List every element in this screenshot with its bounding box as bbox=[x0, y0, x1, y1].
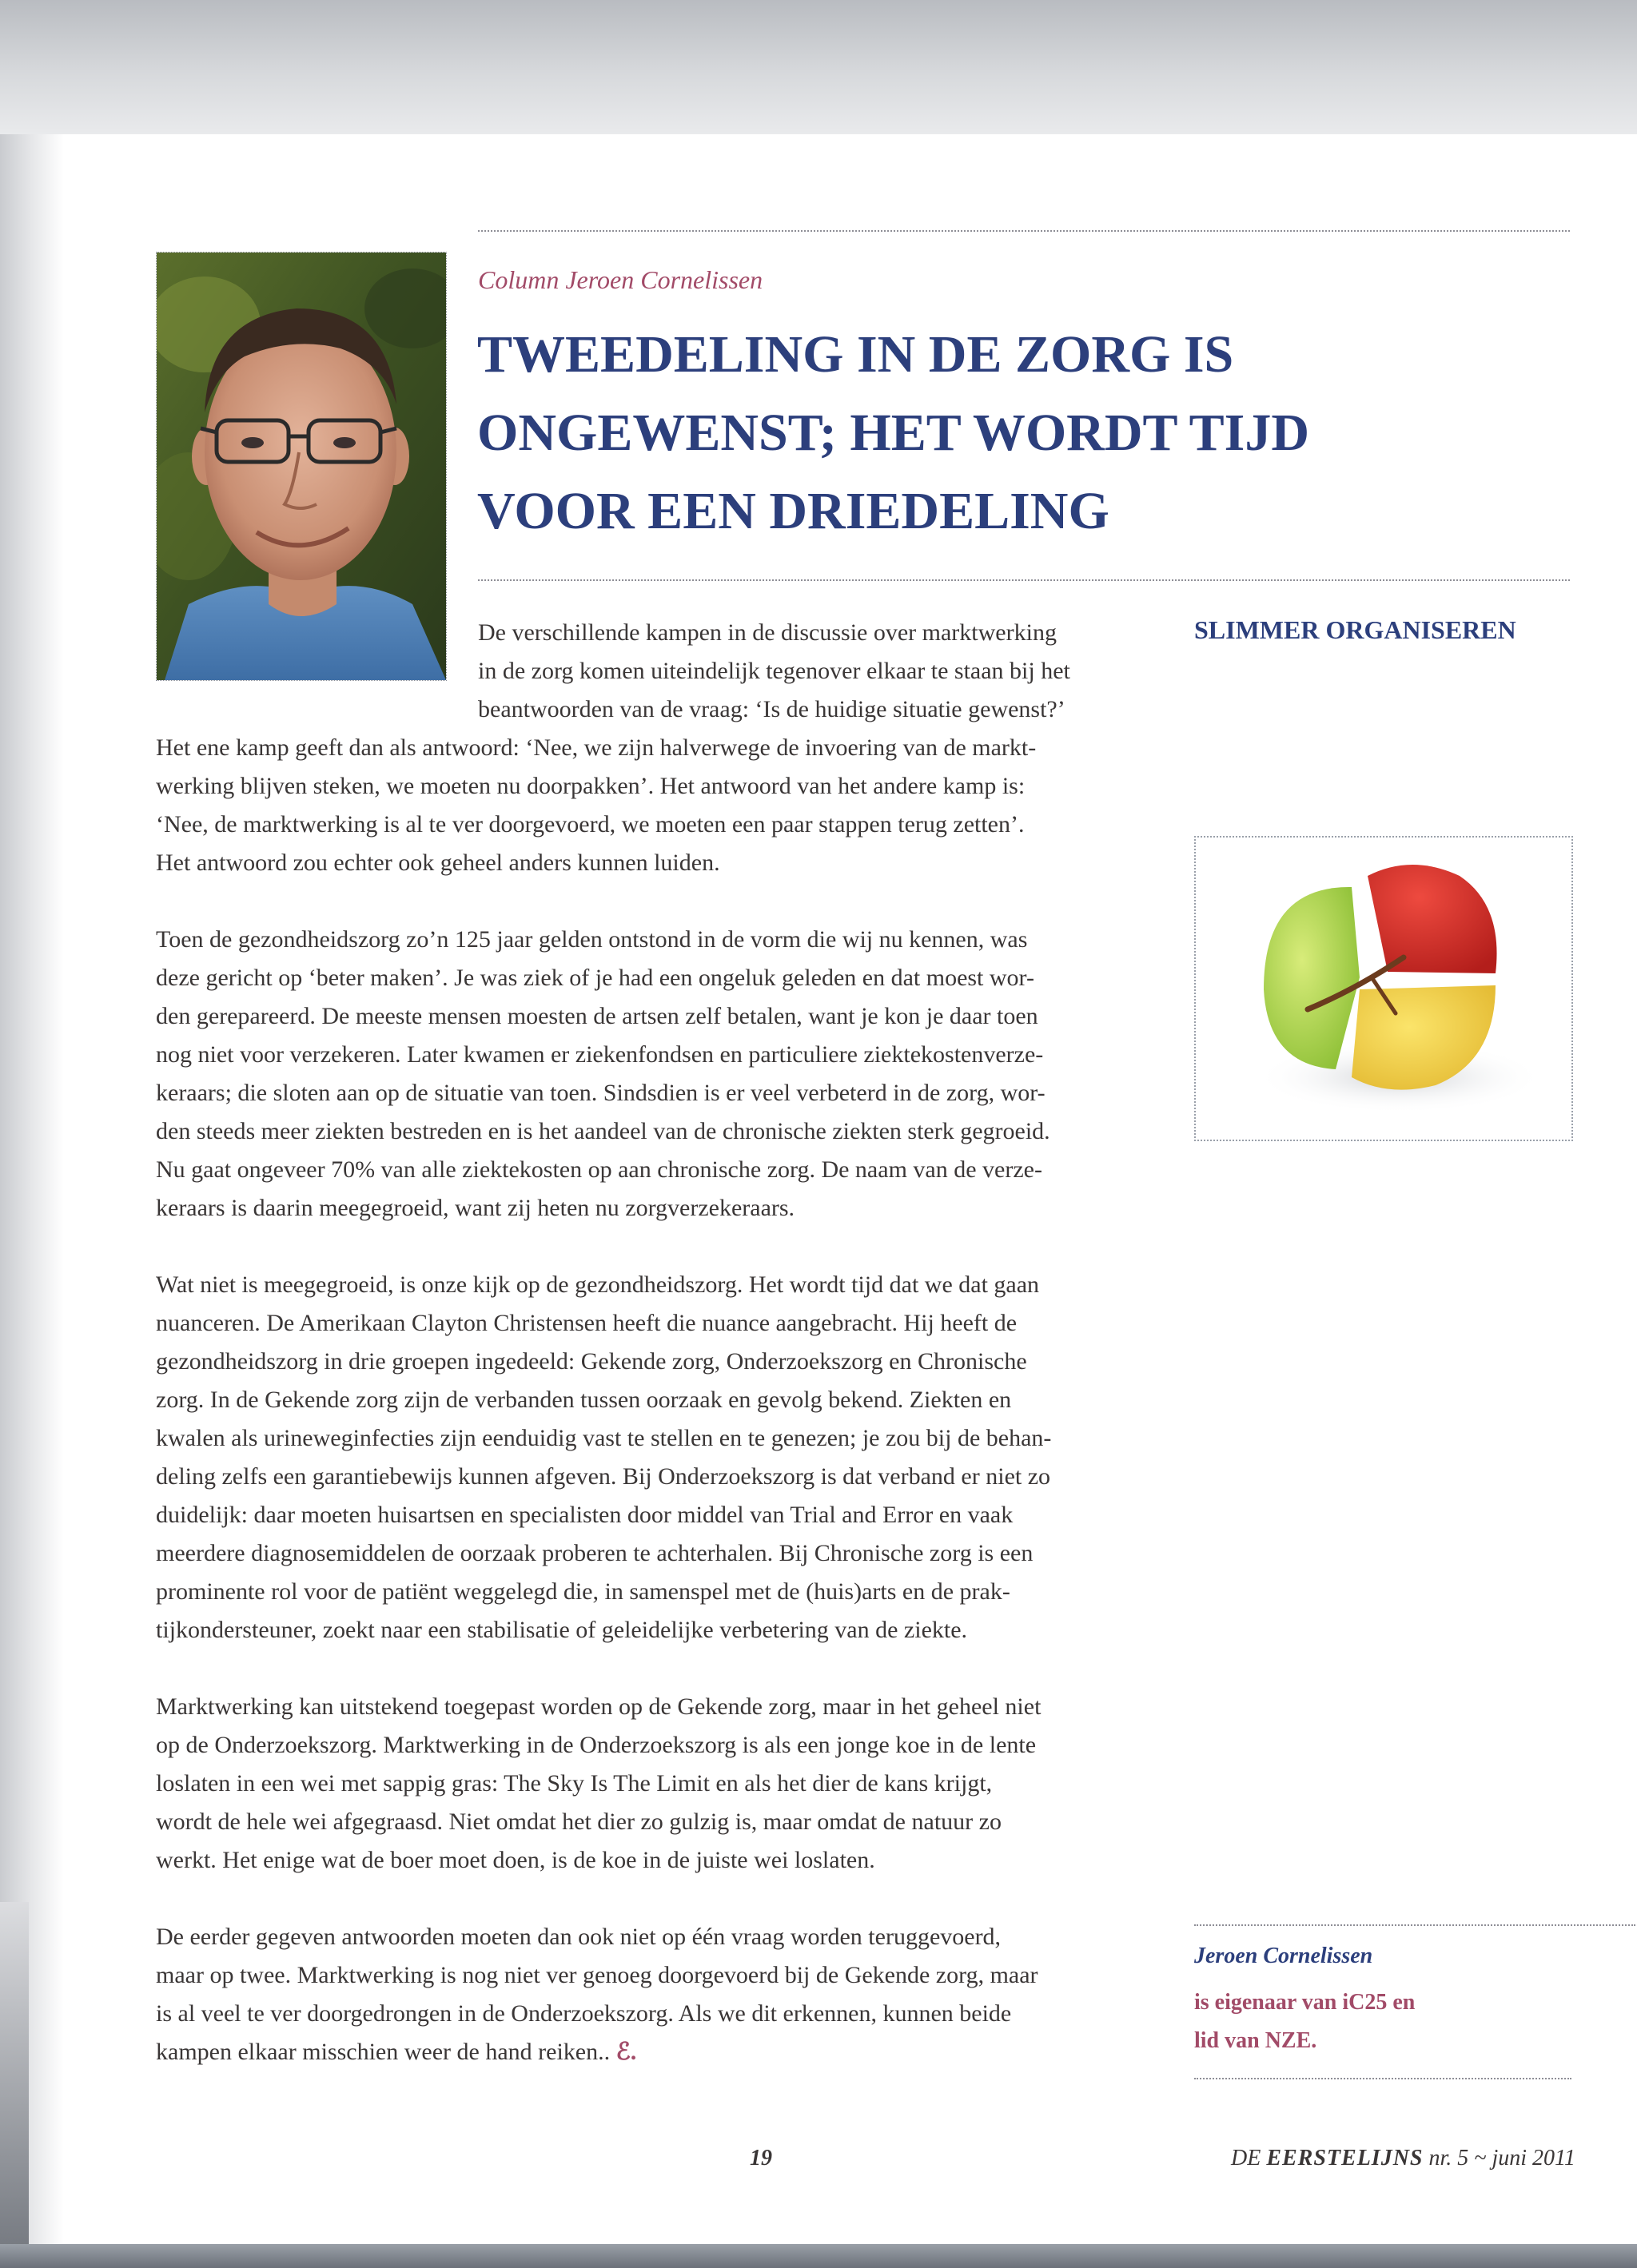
text-line: meerdere diagnosemiddelen de oorzaak proberen te achterhalen. Bij Chronische zorg is een bbox=[156, 1540, 1034, 1566]
text-line: zorg. In de Gekende zorg zijn de verbanden tussen oorzaak en gevolg bekend. Ziekten en bbox=[156, 1387, 1012, 1413]
article-body bbox=[156, 614, 1155, 2071]
text-line: ‘Nee, de marktwerking is al te ver doorgevoerd, we moeten een paar stappen terug zetten’. bbox=[156, 811, 1025, 838]
author-desc-line: lid van NZE. bbox=[1194, 2028, 1317, 2053]
scan-top-shadow bbox=[0, 0, 1637, 134]
text-line: Het ene kamp geeft dan als antwoord: ‘Nee, we zijn halverwege de invoering van de markt- bbox=[156, 734, 1037, 761]
paragraph bbox=[156, 1266, 1155, 1649]
text-line: is al veel te ver doorgedrongen in de Onderzoekszorg. Als we dit erkennen, kunnen beide bbox=[156, 2000, 1012, 2027]
text-line: loslaten in een wei met sappig gras: The Sky Is The Limit en als het dier de kans krijgt, bbox=[156, 1770, 993, 1796]
text-line: gezondheidszorg in drie groepen ingedeeld: Gekende zorg, Onderzoekszorg en Chronische bbox=[156, 1348, 1027, 1375]
text-line: wordt de hele wei afgegraasd. Niet omdat het dier zo gulzig is, maar omdat de natuur zo bbox=[156, 1808, 1002, 1835]
text-line: tijkondersteuner, zoekt naar een stabilisatie of geleidelijke verbetering van de ziekte. bbox=[156, 1617, 968, 1643]
publication-footer bbox=[1231, 2146, 1575, 2171]
text-line: keraars is daarin meegegroeid, want zij heten nu zorgverzekeraars. bbox=[156, 1195, 795, 1221]
article-headline bbox=[477, 316, 1436, 551]
text-line: Nu gaat ongeveer 70% van alle ziektekosten op aan chronische zorg. De naam van de verze- bbox=[156, 1156, 1042, 1183]
text-line: prominente rol voor de patiënt weggelegd die, in samenspel met de (huis)arts en de prak- bbox=[156, 1578, 1010, 1605]
section-label: SLIMMER ORGANISEREN bbox=[1194, 615, 1516, 644]
paragraph bbox=[156, 921, 1155, 1228]
text-line: keraars; die sloten aan op de situatie van toen. Sindsdien is er veel verbeterd in de zorg, wor- bbox=[156, 1080, 1046, 1106]
author-description bbox=[1194, 1984, 1482, 2060]
text-line: op de Onderzoekszorg. Marktwerking in de Onderzoekszorg is als een jonge koe in de lente bbox=[156, 1732, 1037, 1758]
text-line: nuanceren. De Amerikaan Clayton Christensen heeft die nuance aangebracht. Hij heeft de bbox=[156, 1310, 1018, 1336]
text-line: Toen de gezondheidszorg zo’n 125 jaar gelden ontstond in de vorm die wij nu kennen, was bbox=[156, 926, 1028, 953]
issue-info: nr. 5 ~ juni 2011 bbox=[1428, 2146, 1575, 2171]
text-line: Het antwoord zou echter ook geheel anders kunnen luiden. bbox=[156, 850, 720, 876]
headline-rule bbox=[478, 579, 1570, 581]
pub-prefix: DE bbox=[1231, 2146, 1261, 2171]
headline-line: ONGEWENST; HET WORDT TIJD bbox=[477, 404, 1310, 462]
text-line: nog niet voor verzekeren. Later kwamen er ziekenfondsen en particuliere ziektekostenverze- bbox=[156, 1041, 1044, 1068]
paragraph bbox=[156, 1688, 1155, 1880]
text-line: De eerder gegeven antwoorden moeten dan ook niet op één vraag worden teruggevoerd, bbox=[156, 1924, 1002, 1950]
text-line: Wat niet is meegegroeid, is onze kijk op de gezondheidszorg. Het wordt tijd dat we dat gaan bbox=[156, 1271, 1040, 1298]
author-bio bbox=[1194, 1928, 1635, 2079]
page-number: 19 bbox=[750, 2146, 772, 2171]
scan-edge-strip bbox=[0, 1902, 29, 2246]
text-line: maar op twee. Marktwerking is nog niet ver genoeg doorgevoerd bij de Gekende zorg, maar bbox=[156, 1962, 1038, 1988]
scan-bottom-edge bbox=[0, 2244, 1637, 2268]
headline-line: TWEEDELING IN DE ZORG IS bbox=[477, 325, 1234, 384]
pub-name: EERSTELIJNS bbox=[1266, 2146, 1424, 2171]
text-line bbox=[156, 2033, 1155, 2071]
text-line: beantwoorden van de vraag: ‘Is de huidige situatie gewenst?’ bbox=[478, 696, 1065, 722]
end-mark-icon: ℰ. bbox=[615, 2039, 637, 2065]
apple-illustration bbox=[1194, 836, 1573, 1141]
author-name: Jeroen Cornelissen bbox=[1194, 1944, 1373, 1968]
paragraph bbox=[156, 614, 1155, 882]
text-line: in de zorg komen uiteindelijk tegenover elkaar te staan bij het bbox=[478, 658, 1070, 684]
paragraph bbox=[156, 1918, 1155, 2071]
text-line: den gerepareerd. De meeste mensen moesten de artsen zelf betalen, want je kon je daar toen bbox=[156, 1003, 1038, 1029]
column-kicker: Column Jeroen Cornelissen bbox=[478, 265, 763, 294]
text-line: Marktwerking kan uitstekend toegepast worden op de Gekende zorg, maar in het geheel niet bbox=[156, 1693, 1042, 1720]
headline-line: VOOR EEN DRIEDELING bbox=[477, 482, 1109, 540]
text-line-content: kampen elkaar misschien weer de hand reiken.. bbox=[156, 2039, 611, 2065]
text-line: den steeds meer ziekten bestreden en is het aandeel van de chronische ziekten sterk gegroeid. bbox=[156, 1118, 1050, 1144]
author-desc-line: is eigenaar van iC25 en bbox=[1194, 1990, 1416, 2015]
text-line: De verschillende kampen in de discussie over marktwerking bbox=[478, 619, 1057, 646]
author-top-rule bbox=[1194, 1924, 1635, 1926]
text-line: werking blijven steken, we moeten nu doorpakken’. Het antwoord van het andere kamp is: bbox=[156, 773, 1026, 799]
text-line: deze gericht op ‘beter maken’. Je was ziek of je had een ongeluk geleden en dat moest wor- bbox=[156, 965, 1034, 991]
text-line: duidelijk: daar moeten huisartsen en specialisten door middel van Trial and Error en vaak bbox=[156, 1502, 1014, 1528]
top-rule bbox=[478, 230, 1570, 232]
text-line: werkt. Het enige wat de boer moet doen, is de koe in de juiste wei loslaten. bbox=[156, 1847, 875, 1873]
text-line: deling zelfs een garantiebewijs kunnen afgeven. Bij Onderzoekszorg is dat verband er niet zo bbox=[156, 1463, 1051, 1490]
text-line: kwalen als urineweginfecties zijn eenduidig vast te stellen en te genezen; je zou bij de behan- bbox=[156, 1425, 1052, 1451]
